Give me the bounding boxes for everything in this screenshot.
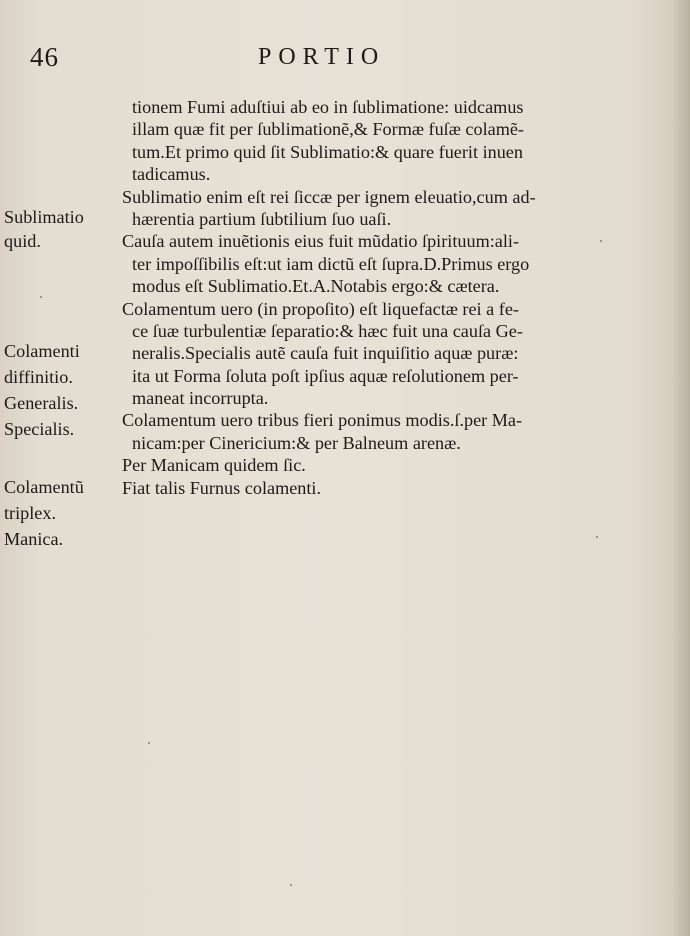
margin-note: Colamentũ [4,477,84,497]
text-line: tionem Fumi aduſtiui ab eo in ſublimatione: uidcamus [132,97,524,117]
text-line: Per Manicam quidem ſic. [122,455,306,476]
main-text-block [122,96,622,499]
margin-note: Generalis. [4,393,79,413]
paper-speck [148,742,150,744]
margin-note: Colamenti [4,341,80,361]
paper-speck [290,884,292,886]
margin-note: diffinitio. [4,367,73,387]
text-line: ter impoſſibilis eſt:ut iam dictũ eſt ſupra.D.Primus ergo [132,253,530,274]
text-line: hærentia partium ſubtilium ſuo uaſi. [132,208,392,229]
margin-note: quid. [4,231,41,251]
margin-note: Manica. [4,529,64,549]
page-number: 46 [30,42,59,72]
paper-speck [596,536,598,538]
text-line: modus eſt Sublimatio.Et.A.Notabis ergo:& cætera. [132,276,500,297]
text-line: tadicamus. [132,164,211,185]
text-line: nicam:per Cinericium:& per Balneum arenæ. [132,432,461,453]
paper-speck [600,240,602,242]
text-line: Fiat talis Furnus colamenti. [122,477,322,498]
text-line: neralis.Specialis autẽ cauſa fuit inquiſitio aquæ puræ: [132,343,519,364]
margin-note: Specialis. [4,419,75,439]
text-line: Sublimatio enim eſt rei ſiccæ per ignem eleuatio,cum ad- [122,186,536,207]
text-line: tum.Et primo quid ſit Sublimatio:& quare fuerit inuen [132,141,523,162]
paper-speck [40,296,42,298]
margin-note: triplex. [4,503,57,523]
text-line: ita ut Forma ſoluta poſt ipſius aquæ reſolutionem per- [132,365,519,386]
text-line: illam quæ fit per ſublimationẽ,& Formæ fuſæ colamẽ- [132,119,524,140]
page-edge-shadow [672,0,690,936]
running-head: PORTIO [258,44,386,70]
text-line: Cauſa autem inuẽtionis eius fuit mũdatio ſpirituum:ali- [122,231,520,252]
text-line: ce ſuæ turbulentiæ ſeparatio:& hæc fuit una cauſa Ge- [132,320,523,341]
margin-note: Sublimatio [4,207,84,227]
text-line: maneat incorrupta. [132,388,269,409]
text-line: Colamentum uero tribus fieri ponimus modis.ſ.per Ma- [122,410,523,431]
text-line: Colamentum uero (in propoſito) eſt liquefactæ rei a fe- [122,298,519,319]
